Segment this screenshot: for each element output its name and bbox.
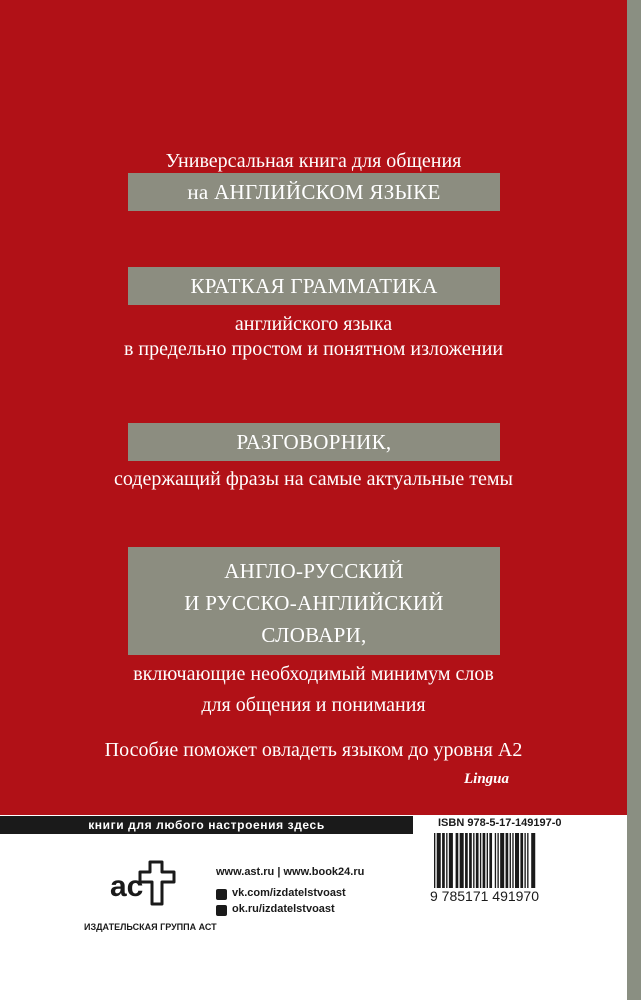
- intro-line: Универсальная книга для общения: [165, 150, 462, 172]
- lingua-imprint-logo: Lingua: [464, 771, 510, 787]
- title-band-english-text: на АНГЛИЙСКОМ ЯЗЫКЕ: [187, 180, 441, 204]
- barcode-bar: [469, 833, 472, 888]
- vk-link[interactable]: vk.com/izdatelstvoast: [232, 887, 346, 899]
- barcode-bar: [524, 833, 525, 888]
- ok-link[interactable]: ok.ru/izdatelstvoast: [232, 903, 335, 915]
- dictionaries-band: [128, 547, 500, 655]
- barcode-bar: [437, 833, 441, 888]
- barcode-bar: [489, 833, 492, 888]
- title-band-english: [128, 173, 500, 211]
- dictionaries-line-2: для общения и понимания: [201, 694, 426, 716]
- phrasebook-line: содержащий фразы на самые актуальные темы: [113, 468, 513, 490]
- dictionaries-band-line-3: СЛОВАРИ,: [261, 623, 367, 647]
- grammar-line-1: английского языка: [234, 313, 393, 335]
- phrasebook-band-text: РАЗГОВОРНИК,: [236, 430, 392, 454]
- phrasebook-band: [128, 423, 500, 461]
- barcode-bar: [442, 833, 445, 888]
- svg-text:ac: ac: [110, 870, 144, 903]
- websites[interactable]: www.ast.ru | www.book24.ru: [216, 866, 365, 878]
- grammar-band: [128, 267, 500, 305]
- grammar-band-text: КРАТКАЯ ГРАММАТИКА: [190, 274, 438, 298]
- barcode-bar: [480, 833, 481, 888]
- dictionaries-band-line-2: И РУССКО-АНГЛИЙСКИЙ: [184, 591, 444, 615]
- publisher-name: ИЗДАТЕЛЬСКАЯ ГРУППА АСТ: [84, 922, 217, 932]
- slogan-bar: книги для любого настроения здесь: [0, 816, 413, 834]
- dictionaries-band-line-1: АНГЛО-РУССКИЙ: [224, 559, 404, 583]
- grammar-line-2: в предельно простом и понятном изложении: [123, 338, 504, 360]
- barcode-bar: [473, 833, 474, 888]
- vk-icon: [216, 889, 227, 900]
- barcode: [432, 833, 590, 888]
- ast-logo: [78, 848, 188, 918]
- barcode-bar: [446, 833, 447, 888]
- level-line: Пособие поможет овладеть языком до уровня А2: [104, 739, 523, 761]
- barcode-bar: [531, 833, 535, 888]
- barcode-bar: [460, 833, 464, 888]
- ast-logo-icon: [78, 848, 188, 918]
- cover-edge: [627, 0, 641, 1000]
- barcode-bar: [495, 833, 496, 888]
- isbn-text: ISBN 978-5-17-149197-0: [438, 817, 562, 829]
- barcode-bar: [465, 833, 468, 888]
- barcode-bar: [434, 833, 435, 888]
- barcode-bar: [506, 833, 509, 888]
- barcode-bar: [497, 833, 498, 888]
- barcode-bar: [456, 833, 459, 888]
- barcode-bar: [527, 833, 528, 888]
- barcode-bar: [483, 833, 486, 888]
- barcode-bar: [515, 833, 519, 888]
- dictionaries-line-1: включающие необходимый минимум слов: [133, 663, 494, 685]
- barcode-bar: [449, 833, 453, 888]
- barcode-digits: 9 785171 491970: [430, 888, 539, 904]
- barcode-bar: [510, 833, 511, 888]
- barcode-bar: [520, 833, 523, 888]
- ok-icon: [216, 905, 227, 916]
- barcode-bar: [487, 833, 488, 888]
- barcode-bar: [476, 833, 479, 888]
- barcode-bar: [512, 833, 513, 888]
- barcode-bar: [500, 833, 504, 888]
